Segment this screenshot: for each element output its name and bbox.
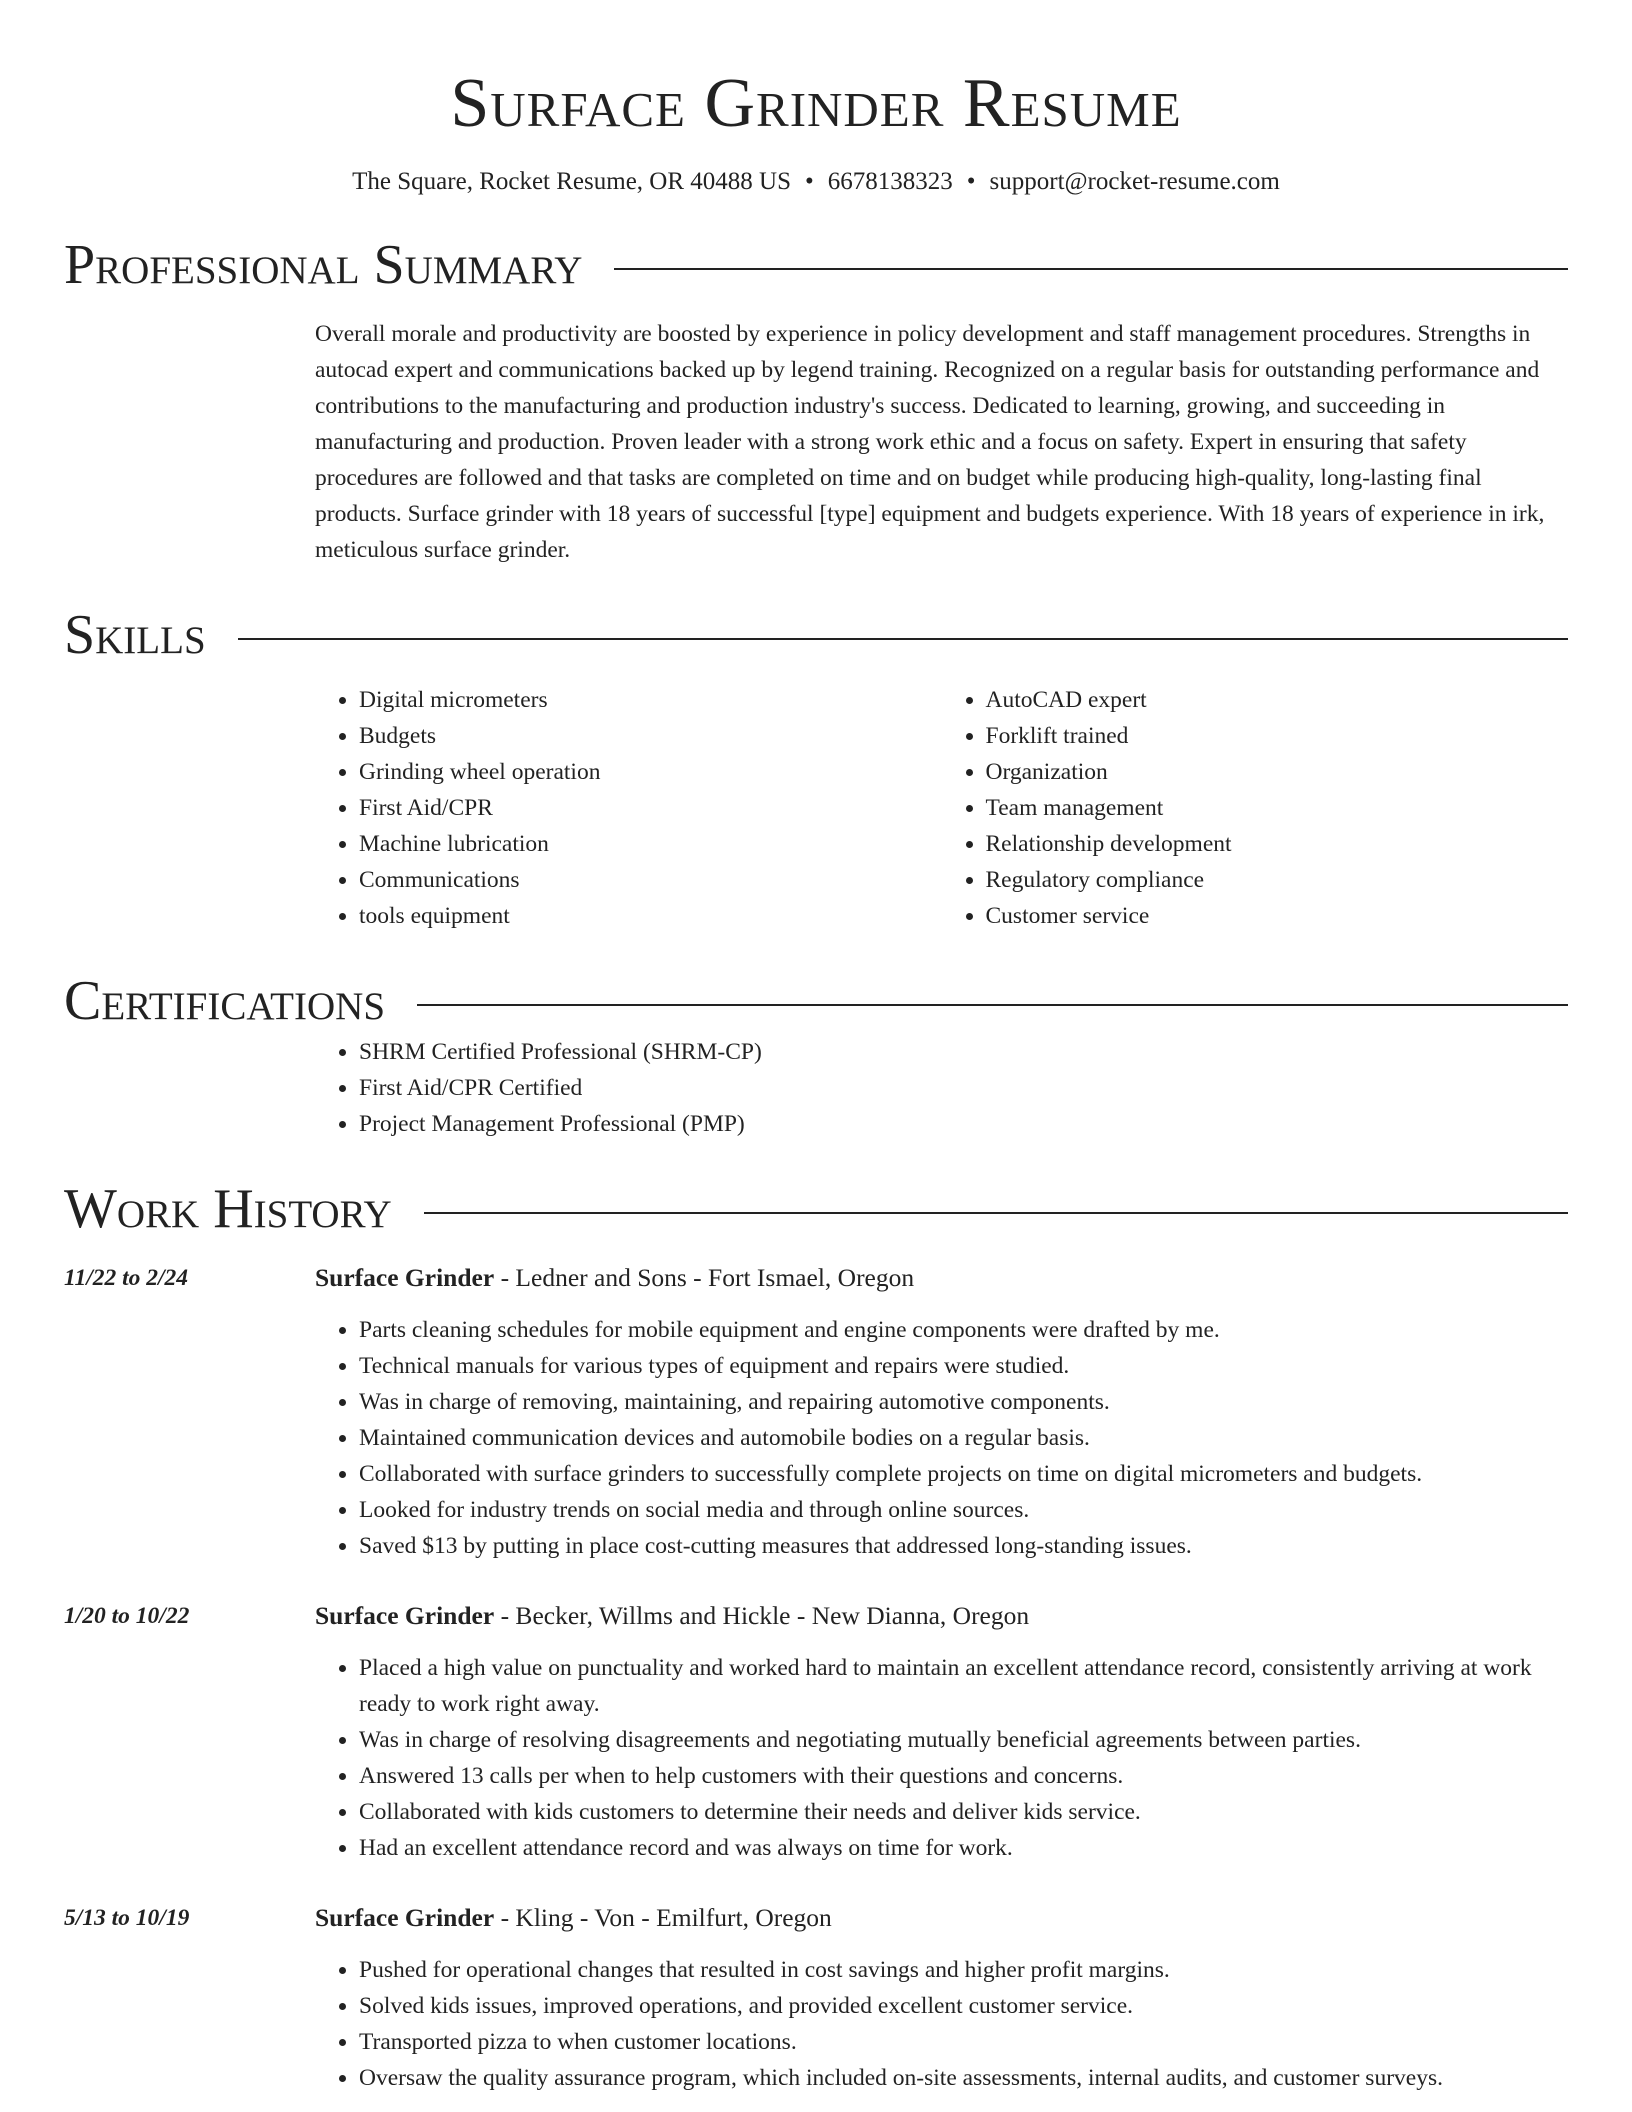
skill-item: • Digital micrometers [359,682,942,718]
skills-list-left [315,682,942,934]
job-bullet: • Looked for industry trends on social media and through online sources. [359,1492,1568,1528]
job-details [315,1260,1568,1564]
job-details [315,1598,1568,1866]
job-title: Surface Grinder [315,1263,495,1292]
job-dates: 5/13 to 10/19 [64,1905,190,1931]
skill-item: • Relationship development [986,826,1569,862]
skill-item: • Communications [359,862,942,898]
job-dates: 11/22 to 2/24 [64,1265,189,1291]
skill-item: • Budgets [359,718,942,754]
job-heading [315,1598,1568,1634]
skill-item: • Regulatory compliance [986,862,1569,898]
job-entry [64,1598,1568,1866]
section-divider [417,1004,1568,1006]
job-bullets [315,1952,1568,2096]
job-bullets [315,1312,1568,1564]
skill-item: • First Aid/CPR [359,790,942,826]
certifications-heading: Certifications [64,970,386,1032]
job-bullet: • Placed a high value on punctuality and worked hard to maintain an excellent attendance record, consistently arriving at work ready to work right away. [359,1650,1568,1722]
job-title: Surface Grinder [315,1903,495,1932]
job-details [315,1900,1568,2096]
contact-separator: • [966,168,976,195]
section-divider [614,268,1568,270]
skills-grid [315,682,1568,934]
job-bullet: • Collaborated with surface grinders to successfully complete projects on time on digital micrometers and budgets. [359,1456,1568,1492]
job-bullet: • Had an excellent attendance record and was always on time for work. [359,1830,1568,1866]
certifications-list [315,1034,1568,1142]
contact-separator: • [805,168,814,195]
contact-phone: 6678138323 [827,168,953,195]
work-heading: Work History [64,1178,392,1240]
job-employer: - Ledner and Sons - Fort Ismael, Oregon [494,1263,915,1292]
skill-item: • Machine lubrication [359,826,942,862]
certification-item: • First Aid/CPR Certified [359,1070,1568,1106]
job-bullet: • Collaborated with kids customers to determine their needs and deliver kids service. [359,1794,1568,1830]
certifications-section-header [64,968,1568,1034]
job-bullet: • Was in charge of resolving disagreements and negotiating mutually beneficial agreements between parties. [359,1722,1568,1758]
job-employer: - Becker, Willms and Hickle - New Dianna, Oregon [494,1601,1030,1630]
job-bullet: • Transported pizza to when customer locations. [359,2024,1568,2060]
job-employer: - Kling - Von - Emilfurt, Oregon [494,1903,832,1932]
skills-heading: Skills [64,604,206,666]
job-bullet: • Solved kids issues, improved operations, and provided excellent customer service. [359,1988,1568,2024]
job-heading [315,1260,1568,1296]
job-dates: 1/20 to 10/22 [64,1603,190,1629]
job-bullet: • Pushed for operational changes that resulted in cost savings and higher profit margins. [359,1952,1568,1988]
job-bullet: • Saved $13 by putting in place cost-cutting measures that addressed long-standing issues. [359,1528,1568,1564]
skill-item: • Organization [986,754,1569,790]
job-entry [64,1260,1568,1564]
certification-item: • Project Management Professional (PMP) [359,1106,1568,1142]
resume-title: Surface Grinder Resume [450,65,1182,142]
skills-list-right [942,682,1569,934]
skill-item: • Customer service [986,898,1569,934]
job-bullet: • Maintained communication devices and automobile bodies on a regular basis. [359,1420,1568,1456]
job-entry [64,1900,1568,2096]
job-title: Surface Grinder [315,1601,495,1630]
contact-email[interactable]: support@rocket-resume.com [989,168,1280,195]
skill-item: • Forklift trained [986,718,1569,754]
certifications-section [315,1034,1568,1142]
section-divider [238,638,1568,640]
job-bullet: • Technical manuals for various types of equipment and repairs were studied. [359,1348,1568,1384]
contact-address: The Square, Rocket Resume, OR 40488 US [352,168,791,195]
summary-text: Overall morale and productivity are boosted by experience in policy development and staff management procedures. Strengths in autocad expert and communications backed up by legend training. Recognized on a regular basis for outstanding performance and contributions to the manufacturing and production industry's success. Dedicated to learning, growing, and succeeding in manufacturing and production. Proven leader with a strong work ethic and a focus on safety. Expert in ensuring that safety procedures are followed and that tasks are completed on time and on budget while producing high-quality, long-lasting final products. Surface grinder with 18 years of successful [type] equipment and budgets experience. With 18 years of experience in irk, meticulous surface grinder. [315,321,1545,563]
skill-item: • Grinding wheel operation [359,754,942,790]
section-divider [424,1212,1568,1214]
skills-section-header [64,602,1568,668]
skill-item: • Team management [986,790,1569,826]
job-bullet: • Parts cleaning schedules for mobile equipment and engine components were drafted by me. [359,1312,1568,1348]
job-bullet: • Was in charge of removing, maintaining, and repairing automotive components. [359,1384,1568,1420]
job-bullets [315,1650,1568,1866]
work-section-header [64,1176,1568,1242]
skill-item: • AutoCAD expert [986,682,1569,718]
skill-item: • tools equipment [359,898,942,934]
skills-section [315,682,1568,934]
job-heading [315,1900,1568,1936]
summary-section [315,316,1568,568]
certification-item: • SHRM Certified Professional (SHRM-CP) [359,1034,1568,1070]
summary-heading: Professional Summary [64,234,583,296]
contact-line [64,166,1568,198]
summary-section-header [64,232,1568,298]
job-bullet: • Answered 13 calls per when to help customers with their questions and concerns. [359,1758,1568,1794]
job-bullet: • Oversaw the quality assurance program, which included on-site assessments, internal audits, and customer surveys. [359,2060,1568,2096]
